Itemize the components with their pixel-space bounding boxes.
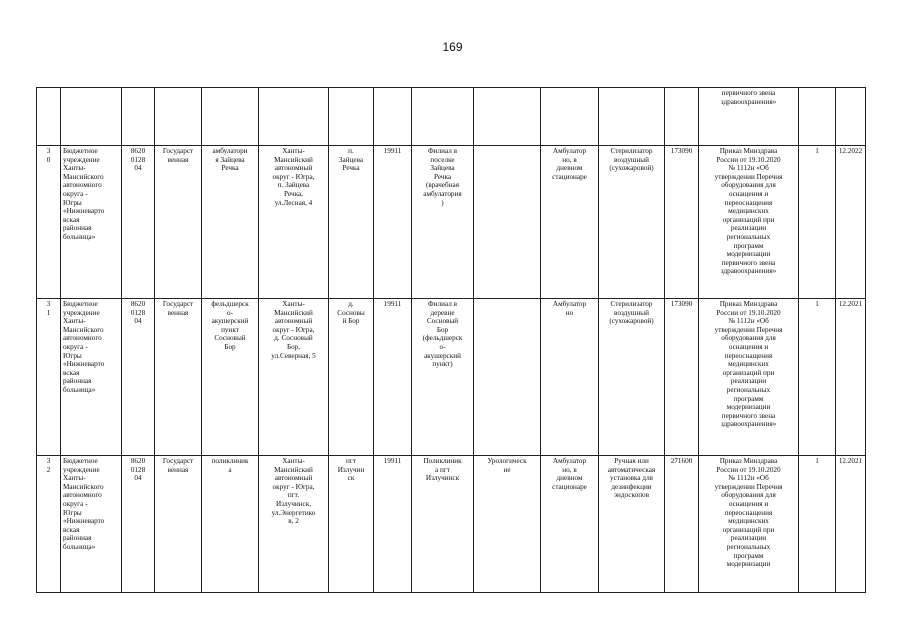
- cell-date: 12.2021: [836, 299, 866, 456]
- cell-locality: д. Сосновы й Бор: [329, 299, 374, 456]
- cell-equipment: Стерилизатор воздушный (сухожаровой): [599, 299, 665, 456]
- cell-date: 12.2022: [836, 146, 866, 299]
- cell-equipment-code: [665, 88, 699, 146]
- cell-subdivision: Поликлиник а пгт Излучинск: [412, 456, 474, 593]
- cell-ownership: Государст венная: [155, 146, 202, 299]
- cell-org: Бюджетное учреждение Ханты- Мансийского автономного округа - Югры «Нижневарто вская районная больница»: [61, 299, 122, 456]
- cell-locality: пгт Излучин ск: [329, 456, 374, 593]
- cell-org: Бюджетное учреждение Ханты- Мансийского автономного округа - Югры «Нижневарто вская районная больница»: [61, 146, 122, 299]
- cell-equipment-code: 173090: [665, 146, 699, 299]
- page-number: 169: [442, 40, 463, 54]
- cell-equipment-code: 173090: [665, 299, 699, 456]
- table-row: [37, 299, 866, 456]
- cell-quantity: 1: [799, 146, 836, 299]
- cell-facility-type: [202, 88, 259, 146]
- cell-org: Бюджетное учреждение Ханты- Мансийского автономного округа - Югры «Нижневарто вская районная больница»: [61, 456, 122, 593]
- cell-okato: 19911: [374, 146, 412, 299]
- cell-legal-basis: Приказ Минздрава России от 19.10.2020 № 1112н «Об утверждении Перечня оборудования для оснащения и переоснащения медицинских организаций при реализации региональных программ модернизации: [699, 456, 799, 593]
- cell-date: [836, 88, 866, 146]
- cell-equipment: [599, 88, 665, 146]
- cell-care-conditions: [541, 88, 599, 146]
- cell-subdivision: Филиал в поселке Зайцева Речка (врачебная амбулатория ): [412, 146, 474, 299]
- cell-org: [61, 88, 122, 146]
- cell-num: [37, 88, 61, 146]
- cell-facility-type: амбулатори я Зайцева Речка: [202, 146, 259, 299]
- cell-code: [122, 88, 155, 146]
- cell-legal-basis: Приказ Минздрава России от 19.10.2020 № 1112н «Об утверждении Перечня оборудования для оснащения и переоснащения медицинских организаций при реализации региональных программ модернизации первичного звена здравоохранения»: [699, 299, 799, 456]
- cell-department: [474, 88, 541, 146]
- table-row: [37, 146, 866, 299]
- cell-care-conditions: Амбулатор но: [541, 299, 599, 456]
- cell-legal-basis: первичного звена здравоохранения»: [699, 88, 799, 146]
- table-row: [37, 456, 866, 593]
- cell-subdivision: Филиал в деревне Сосновый Бор (фельдшерск о- акушерский пункт): [412, 299, 474, 456]
- cell-department: [474, 146, 541, 299]
- cell-code: 8620 0128 04: [122, 146, 155, 299]
- cell-locality: п. Зайцева Речка: [329, 146, 374, 299]
- equipment-table: [36, 87, 866, 593]
- cell-num: 3 2: [37, 456, 61, 593]
- cell-okato: 19911: [374, 456, 412, 593]
- cell-care-conditions: Амбулатор но, в дневном стационаре: [541, 456, 599, 593]
- cell-address: Ханты- Мансийский автономный округ - Югра, пгт. Излучинск, ул.Энергетико в, 2: [259, 456, 329, 593]
- cell-facility-type: фельдшерск о- акушерский пункт Сосновый Бор: [202, 299, 259, 456]
- cell-department: [474, 299, 541, 456]
- cell-care-conditions: Амбулатор но, в дневном стационаре: [541, 146, 599, 299]
- cell-ownership: Государст венная: [155, 299, 202, 456]
- cell-num: 3 1: [37, 299, 61, 456]
- cell-okato: 19911: [374, 299, 412, 456]
- cell-quantity: 1: [799, 456, 836, 593]
- table-row: [37, 88, 866, 146]
- cell-facility-type: поликлиник а: [202, 456, 259, 593]
- cell-address: [259, 88, 329, 146]
- cell-code: 8620 0128 04: [122, 456, 155, 593]
- cell-okato: [374, 88, 412, 146]
- cell-address: Ханты- Мансийский автономный округ - Югра, п. Зайцева Речка, ул.Лесная, 4: [259, 146, 329, 299]
- cell-quantity: 1: [799, 299, 836, 456]
- cell-equipment-code: 271600: [665, 456, 699, 593]
- cell-equipment: Ручная или автоматическая установка для дезинфекции эндоскопов: [599, 456, 665, 593]
- cell-ownership: Государст венная: [155, 456, 202, 593]
- cell-locality: [329, 88, 374, 146]
- cell-equipment: Стерилизатор воздушный (сухожаровой): [599, 146, 665, 299]
- cell-quantity: [799, 88, 836, 146]
- cell-subdivision: [412, 88, 474, 146]
- cell-address: Ханты- Мансийский автономный округ - Югра, д. Сосновый Бор, ул.Северная, 5: [259, 299, 329, 456]
- cell-ownership: [155, 88, 202, 146]
- cell-num: 3 0: [37, 146, 61, 299]
- cell-department: Урологическ ие: [474, 456, 541, 593]
- cell-code: 8620 0128 04: [122, 299, 155, 456]
- cell-legal-basis: Приказ Минздрава России от 19.10.2020 № 1112н «Об утверждении Перечня оборудования для оснащения и переоснащения медицинских организаций при реализации региональных программ модернизации первичного звена здравоохранения»: [699, 146, 799, 299]
- cell-date: 12.2021: [836, 456, 866, 593]
